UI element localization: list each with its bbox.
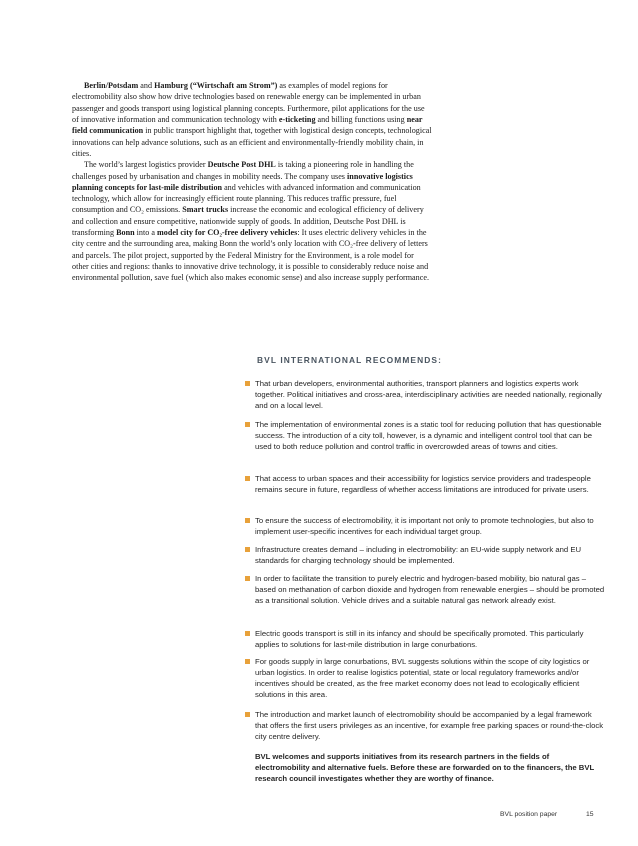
recommendation-text: To ensure the success of electromobility, it is important not only to promote technologies, but also to implement user-specific incentives for each individual target group. <box>255 516 594 537</box>
emphasis-smart-trucks: Smart trucks <box>182 205 229 215</box>
recommendation-text: Electric goods transport is still in its infancy and should be specifically promoted. This particularly applies to solutions for last-mile distribution in large conurbations. <box>255 629 584 650</box>
recommendation-item <box>245 473 605 495</box>
recommendation-item <box>245 709 605 742</box>
recommendation-item <box>245 656 605 700</box>
bullet-square-icon <box>245 712 250 717</box>
emphasis-hamburg: Hamburg (“Wirtschaft am Strom”) <box>154 81 278 90</box>
text-run: and billing functions using <box>315 114 407 124</box>
emphasis-deutsche-post-dhl: Deutsche Post DHL <box>207 160 276 170</box>
footer-label: BVL position paper <box>500 811 558 818</box>
emphasis-bonn: Bonn <box>116 228 135 238</box>
recommendations-heading: BVL INTERNATIONAL RECOMMENDS: <box>257 355 442 365</box>
bullet-square-icon <box>245 576 250 581</box>
bullet-square-icon <box>245 659 250 664</box>
recommendation-item <box>245 378 605 411</box>
recommendation-item <box>245 628 605 650</box>
text-run: is taking a pioneering role in handling the challenges posed by urbanisation and changes in mobility needs. The company uses <box>72 160 414 181</box>
text-run: into a <box>134 228 158 238</box>
text-run: The world’s largest logistics provider <box>84 160 208 170</box>
paragraph-deutsche-post <box>72 159 432 283</box>
recommendation-item <box>245 573 605 606</box>
recommendation-item <box>245 419 605 452</box>
bullet-square-icon <box>245 422 250 427</box>
text-run: and <box>138 81 155 90</box>
recommendation-text: That access to urban spaces and their accessibility for logistics service providers and tradespeople remains secure in future, regardless of whether access limitations are introduced for private users. <box>255 474 591 495</box>
text-run: as examples of model regions for electromobility also show how drive technologies based on renewable energy can be implemented in urban passenger and goods transport using logistical planning concepts. Furthermore, pilot applications for the use of innovative information and communication technology with <box>72 81 425 124</box>
emphasis-nfc: near field communication <box>72 114 423 136</box>
body-text <box>72 80 432 284</box>
bullet-square-icon <box>245 631 250 636</box>
emphasis-e-ticketing: e-ticketing <box>278 114 316 124</box>
recommendation-item <box>245 515 605 537</box>
text-run: in public transport highlight that, together with logistical design concepts, technological innovations can help advance solutions, such as an efficient and environmentally-friendly mobility chain, in cities. <box>72 126 432 158</box>
recommendation-text: In order to facilitate the transition to purely electric and hydrogen-based mobility, bio natural gas – based on methanation of carbon dioxide and hydrogen from renewable energies – should be promoted as a transitional solution. Vehicle drives and a suitable natural gas network already exist. <box>255 574 605 606</box>
text-run: increase the economic and ecological efficiency of delivery and collection and ensure competitive, nationwide supply of goods. In addition, Deutsche Post DHL is transforming <box>72 205 424 238</box>
recommendation-text: For goods supply in large conurbations, BVL suggests solutions within the scope of city logistics or urban logistics. In order to realise logistics potential, state or local regulatory frameworks and/or incentives should be created, as the free market economy does not lead to ecologically efficient solutions in this area. <box>255 657 590 700</box>
recommendation-text: That urban developers, environmental authorities, transport planners and logistics experts work together. Political initiatives and cross-area, interdisciplinary activities are needed nationally, regionally and on a local level. <box>255 379 602 411</box>
recommendation-item <box>245 544 605 566</box>
emphasis-model-city: model city for CO₂-free delivery vehicles <box>157 228 298 238</box>
text-run: : It uses electric delivery vehicles in the city centre and the surrounding area, making Bonn the world’s only location with CO₂-free delivery of letters and parcels. The pilot project, supported by the Federal Ministry for the Environment, is a role model for other cities and regions: thanks to innovative drive technology, it is possible to considerably reduce noise and environmental pollution, save fuel (which also makes economic sense) and also increase supply performance. <box>72 228 430 283</box>
recommendation-text: The introduction and market launch of electromobility should be accompanied by a legal framework that offers the first users privileges as an incentive, for example free parking spaces or round-the-clock city centre delivery. <box>255 710 604 742</box>
bullet-square-icon <box>245 547 250 552</box>
closing-statement: BVL welcomes and supports initiatives from its research partners in the fields of electromobility and alternative fuels. Before these are forwarded on to the financers, the BVL research council investigates whether they are worthy of finance. <box>255 752 595 784</box>
page-number: 15 <box>586 811 594 818</box>
emphasis-berlin-potsdam: Berlin/Potsdam <box>84 81 139 90</box>
bullet-square-icon <box>245 476 250 481</box>
recommendation-text: The implementation of environmental zones is a static tool for reducing pollution that has questionable success. The introduction of a city toll, however, is a dynamic and intelligent control tool that can be used to both reduce pollution and control traffic in overcrowded areas of towns and cities. <box>255 420 602 452</box>
emphasis-logistics-concepts: innovative logistics planning concepts for last-mile distribution <box>72 171 413 192</box>
text-run: and vehicles with advanced information and communication technology, which allow for increasingly efficient route planning. This reduces traffic pressure, fuel consumption and CO₂ emissions. <box>72 182 421 215</box>
paragraph-model-regions <box>72 80 432 159</box>
bullet-square-icon <box>245 381 250 386</box>
recommendation-text: Infrastructure creates demand – including in electromobility: an EU-wide supply network and EU standards for charging technology should be implemented. <box>255 545 582 566</box>
bullet-square-icon <box>245 518 250 523</box>
